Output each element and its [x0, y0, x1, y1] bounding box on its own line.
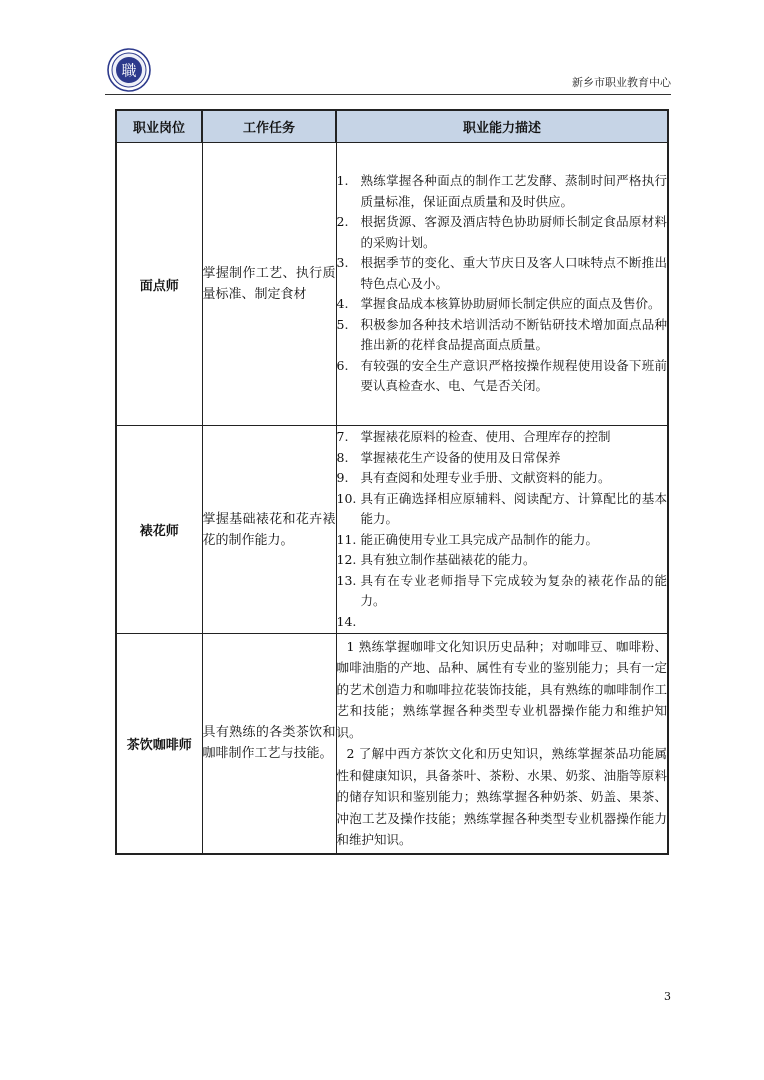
item-number: 7.	[336, 429, 349, 444]
ability-cell	[336, 634, 668, 854]
item-text: 根据季节的变化、重大节庆日及客人口味特点不断推出特色点心及小。	[360, 255, 667, 291]
task-cell: 掌握基础裱花和花卉裱花的制作能力。	[202, 426, 336, 634]
item-text: 具有在专业老师指导下完成较为复杂的裱花作品的能力。	[360, 572, 667, 608]
list-item	[337, 294, 668, 315]
item-text	[361, 612, 668, 633]
role-cell: 裱花师	[116, 426, 202, 634]
role-cell: 茶饮咖啡师	[116, 634, 202, 854]
item-text: 掌握裱花原料的检查、使用、合理库存的控制	[360, 429, 611, 444]
list-item	[337, 571, 668, 612]
item-number: 1.	[336, 173, 349, 189]
item-text: 有较强的安全生产意识严格按操作规程使用设备下班前要认真检查水、电、气是否关闭。	[360, 357, 667, 394]
item-number: 14.	[336, 613, 357, 629]
item-number: 5.	[336, 316, 349, 332]
list-item	[337, 612, 668, 633]
item-text: 具有查阅和处理专业手册、文献资料的能力。	[360, 470, 611, 485]
task-cell: 具有熟练的各类茶饮和咖啡制作工艺与技能。	[202, 634, 336, 854]
list-item	[337, 489, 668, 530]
item-text: 掌握裱花生产设备的使用及日常保养	[360, 449, 561, 465]
item-number: 8.	[336, 449, 349, 465]
item-number: 2.	[336, 214, 349, 230]
task-cell: 掌握制作工艺、执行质量标准、制定食材	[202, 143, 336, 426]
item-number: 3.	[336, 255, 349, 271]
list-item	[337, 530, 668, 551]
item-number: 4.	[336, 296, 349, 312]
school-emblem-icon	[107, 48, 151, 92]
ability-paragraph: 1 熟练掌握咖啡文化知识历史品种；对咖啡豆、咖啡粉、咖啡油脂的产地、品种、属性有专业的鉴别能力；具有一定的艺术创造力和咖啡拉花装饰技能，具有熟练的咖啡制作工艺和技能；熟练掌握各种类型专业机器操作能力和维护知识。	[336, 638, 667, 740]
item-text: 熟练掌握各种面点的制作工艺发酵、蒸制时间严格执行质量标准，保证面点质量和及时供应。	[360, 173, 667, 209]
column-header-task: 工作任务	[202, 110, 336, 143]
ability-cell	[336, 426, 668, 634]
career-ability-table	[115, 109, 669, 855]
role-cell: 面点师	[116, 143, 202, 426]
ability-paragraph: 2 了解中西方茶饮文化和历史知识，熟练掌握茶品功能属性和健康知识，具备茶叶、茶粉、水果、奶浆、油脂等原料的储存知识和鉴别能力；熟练掌握各种奶茶、奶盖、果茶、冲泡工艺及操作技能；熟练掌握各种类型专业机器操作能力和维护知识。	[336, 746, 667, 848]
item-number: 10.	[336, 490, 357, 506]
list-item	[337, 468, 668, 489]
item-text: 具有正确选择相应原辅料、阅读配方、计算配比的基本能力。	[360, 490, 667, 526]
item-number: 9.	[336, 470, 349, 485]
list-item	[337, 171, 668, 212]
item-text: 根据货源、客源及酒店特色协助厨师长制定食品原材料的采购计划。	[360, 214, 667, 250]
item-number: 13.	[336, 572, 357, 588]
table-row	[116, 634, 668, 854]
list-item	[337, 315, 668, 356]
item-text: 积极参加各种技术培训活动不断钻研技术增加面点品种推出新的花样食品提高面点质量。	[360, 316, 667, 353]
page-number: 3	[664, 990, 671, 1003]
table-row	[116, 143, 668, 426]
item-number: 6.	[336, 357, 349, 373]
item-text: 具有独立制作基础裱花的能力。	[360, 552, 536, 567]
list-item	[337, 427, 668, 448]
table-header-row	[116, 110, 668, 143]
list-item	[337, 356, 668, 397]
page-header	[105, 46, 671, 95]
column-header-ability: 职业能力描述	[336, 110, 668, 143]
table-row	[116, 426, 668, 634]
emblem-glyph: 職	[121, 61, 137, 80]
list-item	[337, 212, 668, 253]
list-item	[337, 550, 668, 571]
item-number: 12.	[336, 552, 357, 567]
item-text: 掌握食品成本核算协助厨师长制定供应的面点及售价。	[360, 296, 661, 312]
list-item	[337, 448, 668, 469]
ability-cell	[336, 143, 668, 426]
list-item	[337, 253, 668, 294]
item-text: 能正确使用专业工具完成产品制作的能力。	[360, 531, 599, 547]
column-header-role: 职业岗位	[116, 110, 202, 143]
item-number: 11.	[336, 531, 357, 547]
organization-name: 新乡市职业教育中心	[572, 76, 671, 89]
